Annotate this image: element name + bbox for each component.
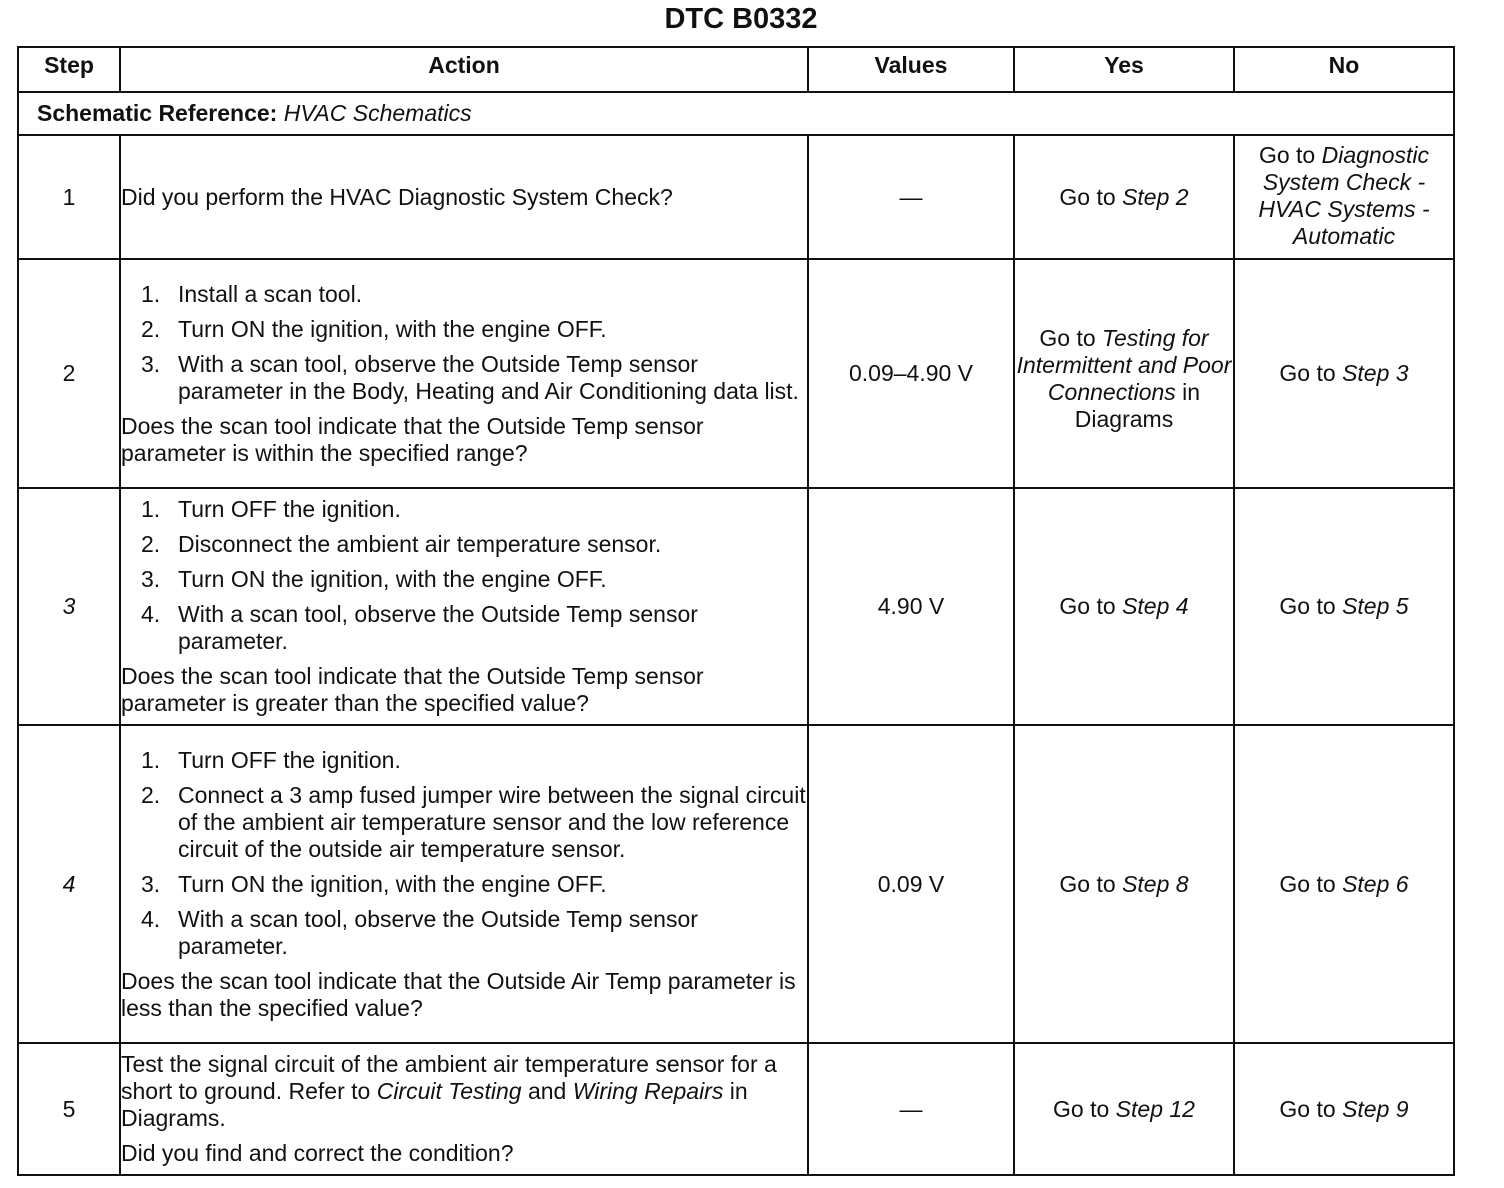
- action-cell: [120, 1043, 808, 1175]
- no-cell: [1234, 725, 1454, 1043]
- instruction-item: 1. Turn OFF the ignition.: [141, 746, 401, 773]
- yes-link[interactable]: Step 2: [1122, 183, 1189, 210]
- no-cell: [1234, 1043, 1454, 1175]
- no-prefix: Go to: [1258, 142, 1316, 168]
- table-row: [18, 135, 1454, 259]
- instruction-item: 2. Disconnect the ambient air temperature sensor.: [141, 531, 662, 557]
- instruction-item: 2. Connect a 3 amp fused jumper wire between the signal circuit of the ambient air temperature sensor and the low reference circuit of the outside air temperature sensor.: [141, 781, 806, 862]
- schematic-reference-row: [18, 92, 1454, 135]
- value-cell: —: [808, 135, 1014, 259]
- wiring-repairs-link[interactable]: Wiring Repairs: [572, 1078, 724, 1104]
- schematic-reference-link[interactable]: HVAC Schematics: [283, 100, 472, 126]
- yes-cell: [1014, 135, 1234, 259]
- header-values: Values: [808, 47, 1014, 92]
- instruction-item: 3. With a scan tool, observe the Outside Temp sensor parameter in the Body, Heating and Air Conditioning data list.: [141, 350, 799, 404]
- no-link[interactable]: Step 6: [1342, 870, 1409, 897]
- header-row: [18, 47, 1454, 92]
- value-cell: —: [808, 1043, 1014, 1175]
- instruction-item: 2. Turn ON the ignition, with the engine OFF.: [141, 315, 607, 342]
- diagnostic-table: [17, 46, 1455, 1176]
- no-cell: [1234, 259, 1454, 488]
- instruction-item: 3. Turn ON the ignition, with the engine OFF.: [141, 566, 607, 592]
- yes-link[interactable]: Testing for Intermittent and Poor Connections: [1016, 324, 1232, 405]
- step-question: Does the scan tool indicate that the Outside Temp sensor parameter is within the specified range?: [121, 412, 704, 466]
- yes-link[interactable]: Step 8: [1122, 870, 1189, 897]
- yes-link[interactable]: Step 4: [1122, 593, 1189, 619]
- action-cell: [120, 259, 808, 488]
- yes-cell: [1014, 1043, 1234, 1175]
- yes-prefix: Go to: [1039, 324, 1096, 351]
- step-number: 4: [18, 725, 120, 1043]
- step-question: Did you perform the HVAC Diagnostic System Check?: [121, 183, 673, 210]
- instruction-item: 4. With a scan tool, observe the Outside Temp sensor parameter.: [141, 905, 698, 959]
- step-question: Does the scan tool indicate that the Outside Temp sensor parameter is greater than the specified value?: [121, 663, 704, 716]
- step-number: 5: [18, 1043, 120, 1175]
- instruction-item: 1. Turn OFF the ignition.: [141, 496, 401, 522]
- schematic-reference-label: Schematic Reference:: [37, 100, 278, 126]
- step-instructions: [121, 747, 807, 960]
- yes-prefix: Go to: [1059, 870, 1116, 897]
- instruction-item: 3. Turn ON the ignition, with the engine OFF.: [141, 870, 607, 897]
- step-question: Did you find and correct the condition?: [121, 1140, 514, 1166]
- header-action: Action: [120, 47, 808, 92]
- schematic-reference: [18, 92, 1454, 135]
- yes-cell: [1014, 488, 1234, 725]
- action-cell: [120, 725, 808, 1043]
- header-step: Step: [18, 47, 120, 92]
- no-link[interactable]: Step 5: [1342, 593, 1409, 619]
- no-prefix: Go to: [1279, 1095, 1336, 1122]
- table-row: [18, 488, 1454, 725]
- no-link[interactable]: Step 9: [1342, 1095, 1409, 1122]
- yes-prefix: Go to: [1059, 593, 1116, 619]
- yes-cell: [1014, 259, 1234, 488]
- action-cell: [120, 488, 808, 725]
- yes-cell: [1014, 725, 1234, 1043]
- page-title: DTC B0332: [664, 3, 818, 35]
- value-cell: 4.90 V: [808, 488, 1014, 725]
- step-number: 2: [18, 259, 120, 488]
- header-yes: Yes: [1014, 47, 1234, 92]
- no-prefix: Go to: [1279, 870, 1336, 897]
- yes-prefix: Go to: [1053, 1095, 1110, 1122]
- yes-link[interactable]: Step 12: [1115, 1095, 1195, 1122]
- instruction-item: 1. Install a scan tool.: [141, 280, 363, 307]
- yes-suffix: in Diagrams: [1074, 378, 1201, 432]
- step-question: Does the scan tool indicate that the Outside Air Temp parameter is less than the specified value?: [121, 967, 796, 1021]
- circuit-testing-link[interactable]: Circuit Testing: [376, 1078, 522, 1104]
- instruction-item: 4. With a scan tool, observe the Outside Temp sensor parameter.: [141, 601, 698, 654]
- yes-prefix: Go to: [1059, 183, 1116, 210]
- table-row: [18, 725, 1454, 1043]
- action-cell: [120, 135, 808, 259]
- table-row: [18, 1043, 1454, 1175]
- no-link[interactable]: Diagnostic System Check - HVAC Systems - Automatic: [1258, 142, 1430, 249]
- step-number: 3: [18, 488, 120, 725]
- step-instructions: [121, 496, 807, 655]
- value-cell: 0.09–4.90 V: [808, 259, 1014, 488]
- value-cell: 0.09 V: [808, 725, 1014, 1043]
- table-row: [18, 259, 1454, 488]
- no-cell: [1234, 488, 1454, 725]
- header-no: No: [1234, 47, 1454, 92]
- no-prefix: Go to: [1279, 593, 1336, 619]
- no-link[interactable]: Step 3: [1342, 360, 1409, 386]
- step-number: 1: [18, 135, 120, 259]
- step-instructions: [121, 281, 807, 405]
- step-paragraph: Test the signal circuit of the ambient air temperature sensor for a short to ground. Refer to Circuit Testing and Wiring Repairs in Diagrams.: [121, 1051, 777, 1131]
- no-cell: [1234, 135, 1454, 259]
- no-prefix: Go to: [1279, 360, 1336, 386]
